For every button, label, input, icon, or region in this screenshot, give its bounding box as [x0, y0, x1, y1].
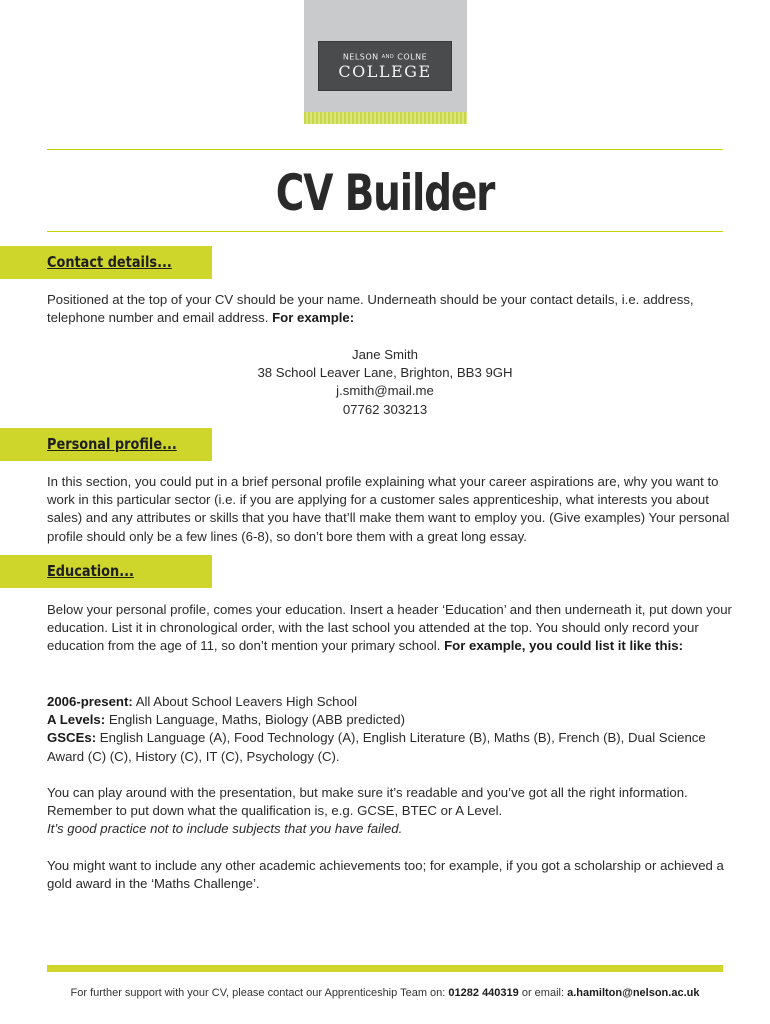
footer-or-email: or email: [521, 987, 565, 999]
logo-word-colne: COLNE [397, 52, 428, 62]
education-intro-text: Below your personal profile, comes your education. Insert a header ‘Education’ and then underneath it, put down your education. List it in chronological order, with the last school you attended at the top. You should only record your education from the age of 11, so don’t mention your primary school. [47, 602, 732, 654]
example-name: Jane Smith [352, 347, 418, 362]
footer [0, 986, 770, 1000]
education-line-3-label: GSCEs: [47, 730, 97, 746]
college-logo [304, 0, 467, 124]
page-title: CV Builder [275, 164, 495, 222]
education-advice-italic: It’s good practice not to include subjects that you have failed. [47, 821, 403, 837]
footer-email-link[interactable]: a.hamilton@nelson.ac.uk [567, 987, 700, 999]
logo-word-college: COLLEGE [338, 61, 432, 81]
profile-section-header [0, 428, 212, 461]
contact-intro-bold: For example: [272, 310, 355, 326]
contact-section-header [0, 246, 212, 279]
logo-badge [318, 41, 452, 91]
footer-phone: 01282 440319 [448, 987, 519, 999]
footer-bar [47, 965, 723, 972]
education-line-2-value: English Language, Maths, Biology (ABB predicted) [108, 712, 405, 728]
example-email: j.smith@mail.me [336, 383, 434, 399]
education-line-1-label: 2006-present: [47, 694, 133, 709]
profile-text: In this section, you could put in a brief personal profile explaining what your career aspirations are, why you want to work in this particular sector (i.e. if you are applying for a customer sales apprenticeship, what interests you about sales) and any attributes or skills that you have that’ll make them want to employ you. (Give examples) Your personal profile should only be a few lines (6-8), so don’t bore them with a great long essay. [47, 474, 730, 544]
title-rule-top [47, 149, 723, 150]
title-rule-bottom [47, 231, 723, 232]
contact-intro-text: Positioned at the top of your CV should be your name. Underneath should be your contact details, i.e. address, telephone number and email address. [47, 292, 694, 326]
example-phone: 07762 303213 [342, 401, 428, 417]
contact-example [0, 346, 770, 419]
contact-heading: Contact details... [47, 253, 172, 271]
education-advice-text: You can play around with the presentation, but make sure it’s readable and you’ve got all the right information. Remember to put down what the qualification is, e.g. GCSE, BTEC or A Level. [47, 785, 688, 819]
education-line-1-value: All About School Leavers High School [135, 694, 358, 709]
education-line-2-label: A Levels: [47, 712, 106, 728]
profile-heading: Personal profile... [47, 435, 177, 453]
education-intro-bold: For example, you could list it like this: [444, 638, 683, 654]
logo-word-and: AND [381, 54, 395, 60]
logo-word-nelson: NELSON [342, 52, 379, 62]
education-advice [47, 784, 732, 839]
education-example [47, 693, 732, 766]
education-line-3-value: English Language (A), Food Technology (A), English Literature (B), Maths (B), French (B), Dual Science Award (C) (C), History (C), IT (C), Psychology (C). [47, 730, 706, 764]
logo-stripe [304, 112, 467, 124]
education-line-1 [47, 693, 732, 711]
education-line-2 [47, 711, 732, 729]
education-extra: You might want to include any other academic achievements too; for example, if you got a scholarship or achieved a gold award in the ‘Maths Challenge’. [47, 858, 724, 892]
education-section-header [0, 555, 212, 588]
example-address: 38 School Leaver Lane, Brighton, BB3 9GH [257, 365, 513, 381]
education-intro [47, 601, 732, 656]
logo-top-line [319, 52, 451, 63]
education-heading: Education... [47, 562, 134, 580]
contact-intro [47, 291, 732, 327]
education-line-3 [47, 729, 732, 765]
footer-text: For further support with your CV, please contact our Apprenticeship Team on: [70, 987, 446, 999]
